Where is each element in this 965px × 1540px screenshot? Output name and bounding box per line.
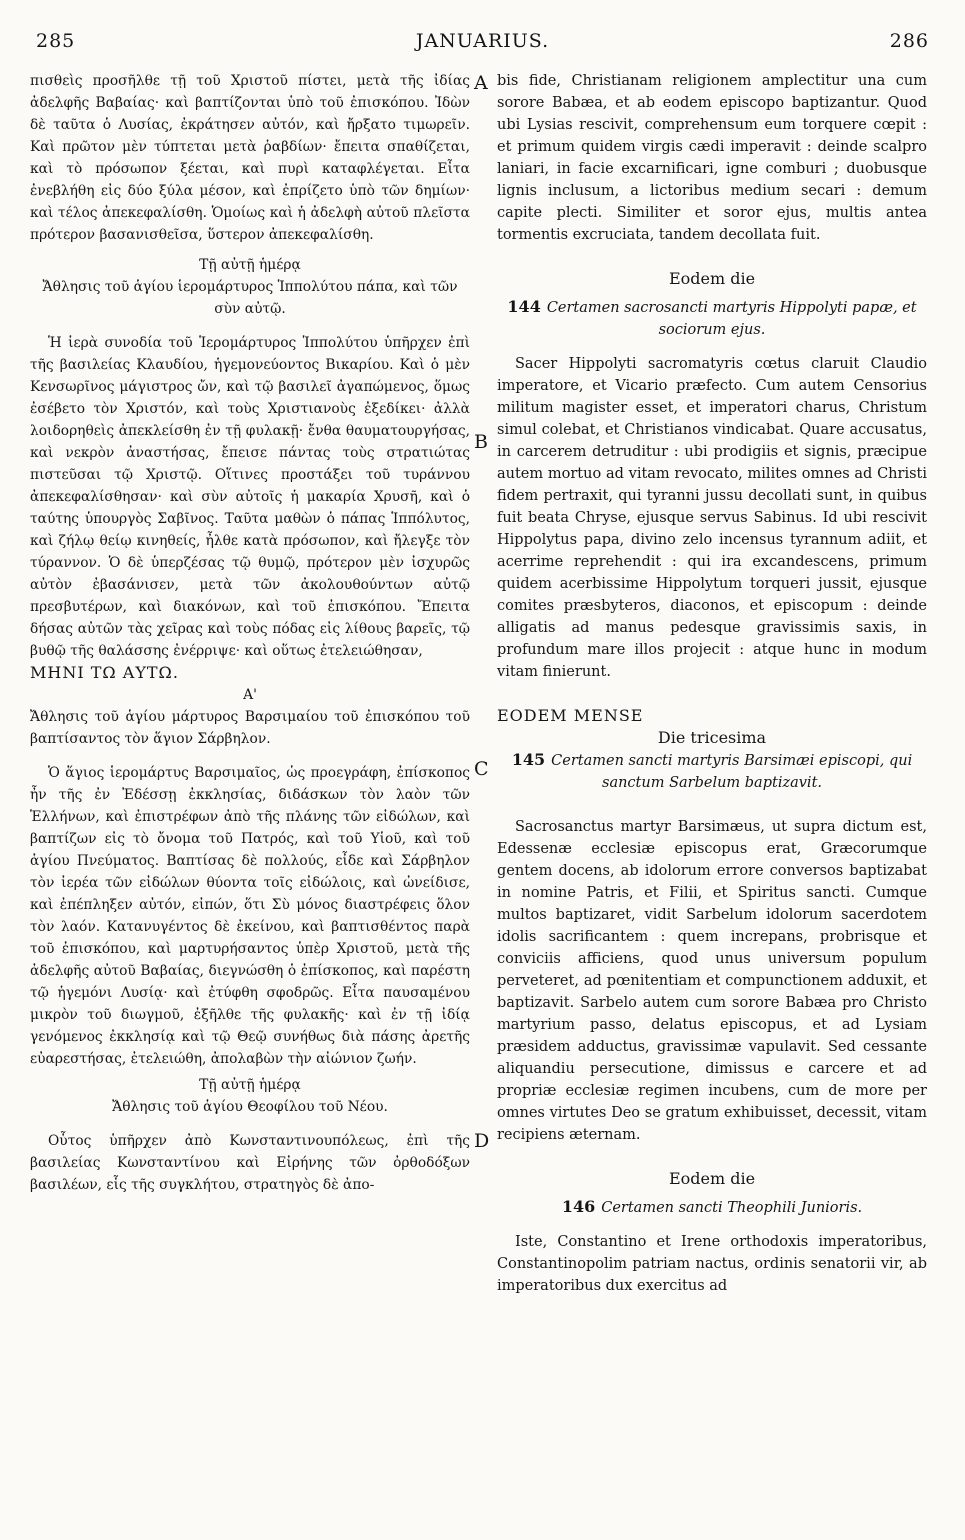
margin-letter-d: D	[474, 1130, 490, 1152]
section-title-text: Certamen sancti martyris Barsimæi episcopi, qui sanctum Sarbelum baptizavit.	[551, 753, 913, 791]
margin-letter-a: A	[474, 72, 488, 94]
greek-day-heading: Τῇ αὐτῇ ἡμέρᾳ	[199, 1077, 301, 1093]
margin-letter-c: C	[474, 758, 489, 780]
greek-section-title: Ἄθλησις τοῦ ἁγίου ἱερομάρτυρος Ἱππολύτου πάπα, καὶ τῶν σὺν αὐτῷ.	[42, 279, 458, 317]
latin-month-heading: EODEM MENSE	[497, 706, 644, 725]
margin-letter-b: B	[474, 431, 488, 453]
greek-paragraph: πισθεὶς προσῆλθε τῇ τοῦ Χριστοῦ πίστει, μετὰ τῆς ἰδίας ἀδελφῆς Βαβαίας· καὶ βαπτίζονται ὑπὸ τοῦ ἐπισκόπου. Ἰδὼν δὲ ταῦτα ὁ Λυσίας, ἐκράτησεν αὐτόν, καὶ ἤρξατο τιμωρεῖν. Καὶ πρῶτον μὲν τύπτεται μετὰ ῥαβδίων· ἔπειτα σπαθίζεται, καὶ τὸ πρόσωπον ξέεται, καὶ πυρὶ καταφλέγεται. Εἶτα ἐνεβλήθη εἰς δύο ξύλα μέσον, καὶ ἐπρίζετο ὑπὸ τῶν δημίων· καὶ τέλος ἀπεκεφαλίσθη. Ὁμοίως καὶ ἡ ἀδελφὴ αὐτοῦ πλεῖστα πρότερον βασανισθεῖσα, ὕστερον ἀπεκεφαλίσθη.	[30, 73, 470, 243]
greek-paragraph: Ἡ ἱερὰ συνοδία τοῦ Ἱερομάρτυρος Ἱππολύτου ὑπῆρχεν ἐπὶ τῆς βασιλείας Κλαυδίου, ἡγεμονεύοντος Βικαρίου. Καὶ ὁ μὲν Κενσωρῖνος μάγιστρος ὤν, καὶ τῷ βασιλεῖ ἀγαπώμενος, ὅμως ἐσέβετο τὸν Χριστόν, καὶ τοὺς Χριστιανοὺς ἐξεδίκει· ἀλλὰ λοιδορηθεὶς ἀπεκλείσθη ἐν τῇ φυλακῇ· ἔνθα θαυματουργήσας, καὶ νεκρὸν ἀναστήσας, ἔπεισε πάντας τοὺς στρατιώτας πιστεῦσαι τῷ Χριστῷ. Οἵτινες προστάξει τοῦ τυράννου ἀπεκεφαλίσθησαν· καὶ σὺν αὐτοῖς ἡ μακαρία Χρυσῆ, καὶ ὁ ταύτης ὑπουργὸς Σαβῖνος. Ταῦτα μαθὼν ὁ πάπας Ἱππόλυτος, καὶ ζήλῳ θείῳ κινηθείς, ἦλθε κατὰ πρόσωπον, καὶ ἤλεγξε τὸν τύραννον. Ὁ δὲ ὑπερζέσας τῷ θυμῷ, πρότερον μὲν ἰσχυρῶς αὐτὸν ἐβασάνισεν, μετὰ τῶν ἀκολουθούντων αὐτῷ πρεσβυτέρων, καὶ διακόνων, καὶ τοῦ ἐπισκόπου. Ἔπειτα δήσας αὐτῶν τὰς χεῖρας καὶ τοὺς πόδας εἰς λίθους βαρεῖς, τῷ βυθῷ τῆς θαλάσσης ἐνέρριψε· καὶ οὕτως ἐτελειώθησαν,	[30, 335, 470, 659]
page-number-right: 286	[889, 30, 929, 52]
latin-column	[497, 70, 927, 1297]
page-number-left: 285	[36, 30, 76, 52]
latin-day-heading: Eodem die	[668, 1169, 756, 1188]
greek-month-heading: ΜΗΝΙ ΤΩ ΑΥΤΩ.	[30, 663, 179, 682]
page-header	[36, 30, 929, 70]
section-title-text: Certamen sancti Theophili Junioris.	[601, 1200, 863, 1216]
running-title: JANUARIUS.	[415, 30, 550, 52]
section-title-text: Certamen sacrosancti martyris Hippolyti papæ, et sociorum ejus.	[546, 300, 917, 338]
greek-day-heading: Τῇ αὐτῇ ἡμέρᾳ	[199, 257, 301, 273]
latin-paragraph: Sacrosanctus martyr Barsimæus, ut supra dictum est, Edessenæ ecclesiæ episcopus erat, Græcorumque gentem docens, ab idolorum errore conversos baptizabat in nomine Patris, et Filii, et Spiritus sancti. Cumque multos baptizaret, vidit Sarbelum idolorum sacerdotem idolis sacrificantem : quem increpans, probrisque et conviciis afficiens, quod unus universum populum perveteret, ad pœnitentiam et compunctionem adduxit, et baptizavit. Sarbelo autem cum sorore Babæa pro Christo martyrium passo, delatus episcopus, et ad Lysiam præsidem adductus, gravissimæ vapulavit. Sed cessante aliquandiu persecutione, dimissus e carcere et ad propriæ ecclesiæ regimen incubens, cum de more per omnes virtutes Deo se gratum exhibuisset, decessit, vitam recipiens æternam.	[497, 819, 927, 1143]
latin-section-title	[497, 1196, 927, 1219]
latin-section-title	[497, 296, 927, 341]
section-number: 145	[511, 750, 546, 769]
section-number: 146	[561, 1197, 596, 1216]
greek-section-title: Ἄθλησις τοῦ ἁγίου μάρτυρος Βαρσιμαίου τοῦ ἐπισκόπου τοῦ βαπτίσαντος τὸν ἅγιον Σάρβηλον.	[30, 709, 470, 747]
latin-day-heading: Eodem die	[668, 269, 756, 288]
greek-column	[30, 70, 470, 1196]
latin-paragraph: Iste, Constantino et Irene orthodoxis imperatoribus, Constantinopolim patriam nactus, ordinis senatorii vir, ab imperatoribus dux exercitus ad	[497, 1234, 927, 1294]
latin-section-title	[497, 749, 927, 794]
greek-section-title: Ἄθλησις τοῦ ἁγίου Θεοφίλου τοῦ Νέου.	[112, 1099, 388, 1115]
greek-paragraph: Ὁ ἅγιος ἱερομάρτυς Βαρσιμαῖος, ὡς προεγράφη, ἐπίσκοπος ἦν τῆς ἐν Ἐδέσσῃ ἐκκλησίας, διδάσκων τὸν λαὸν τῶν Ἑλλήνων, καὶ ἐπιστρέφων ἀπὸ τῆς πλάνης τῶν εἰδώλων, καὶ βαπτίζων εἰς τὸ ὄνομα τοῦ Πατρός, καὶ τοῦ Υἱοῦ, καὶ τοῦ ἁγίου Πνεύματος. Βαπτίσας δὲ πολλούς, εἶδε καὶ Σάρβηλον τὸν ἱερέα τῶν εἰδώλων θύοντα τοῖς εἰδώλοις, καὶ ὠνείδισε, καὶ ἐπέπληξεν αὐτόν, εἰπών, ὅτι Σὺ μόνος διαστρέφεις ὅλον τὸν λαόν. Κατανυγέντος δὲ ἐκείνου, καὶ βαπτισθέντος παρὰ τοῦ ἐπισκόπου, καὶ μαρτυρήσαντος ὑπὲρ Χριστοῦ, μετὰ τῆς ἀδελφῆς αὐτοῦ Βαβαίας, διεγνώσθη ὁ ἐπίσκοπος, καὶ παρέστη τῷ ἡγεμόνι Λυσίᾳ· καὶ ἐτύφθη σφοδρῶς. Εἶτα παυσαμένου μικρὸν τοῦ διωγμοῦ, ἐξῆλθε τῆς φυλακῆς· καὶ ἐν τῇ ἰδίᾳ γενόμενος ἐκκλησίᾳ καὶ τῷ Θεῷ συνήθως διὰ πάσης ἀρετῆς εὐαρεστήσας, ἐτελειώθη, ἀπολαβὼν τὴν αἰώνιον ζωήν.	[30, 765, 470, 1067]
latin-paragraph: Sacer Hippolyti sacromatyris cœtus claruit Claudio imperatore, et Vicario præfecto. Cum autem Censorius militum magister esset, et imperatori charus, Christum simul colebat, et Christianos vindicabat. Quare accusatus, in carcerem detruditur : ubi prodigiis et signis, præcipue autem mortuo ad vitam revocato, milites omnes ad Christi fidem pertraxit, qui tyranni jussu decollati sunt, in quibus fuit beata Chryse, ejusque servus Sabinus. Id ubi rescivit Hippolytus papa, divino zelo incensus tyrannum adiit, et acerrime reprehendit : qui ira excandescens, primum quidem acerbissime Hippolytum torqueri jussit, ejusque comites præsbyteros, diaconos, et episcopum : deinde alligatis ad manus pedesque gravissimis saxis, in profundum mare illos projecit : atque hunc in modum vitam finierunt.	[497, 356, 927, 680]
greek-day-number: Α'	[243, 687, 257, 703]
greek-paragraph: Οὗτος ὑπῆρχεν ἀπὸ Κωνσταντινουπόλεως, ἐπὶ τῆς βασιλείας Κωνσταντίνου καὶ Εἰρήνης τῶν ὀρθοδόξων βασιλέων, εἷς τῆς συγκλήτου, στρατηγὸς δὲ ἀπο-	[30, 1133, 470, 1193]
section-number: 144	[507, 297, 541, 316]
latin-day-heading: Die tricesima	[657, 728, 767, 747]
latin-paragraph: bis fide, Christianam religionem amplectitur una cum sorore Babæa, et ab eodem episcopo baptizantur. Quod ubi Lysias rescivit, comprehensum eum torquere cœpit : et primum quidem virgis cædi imperavit : deinde scalpro laniari, in facie excarnificari, igne comburi ; duobusque lignis inclusum, a lictoribus medium secari : demum capite plecti. Similiter et soror ejus, multis antea tormentis excruciata, tandem decollata fuit.	[497, 73, 927, 243]
